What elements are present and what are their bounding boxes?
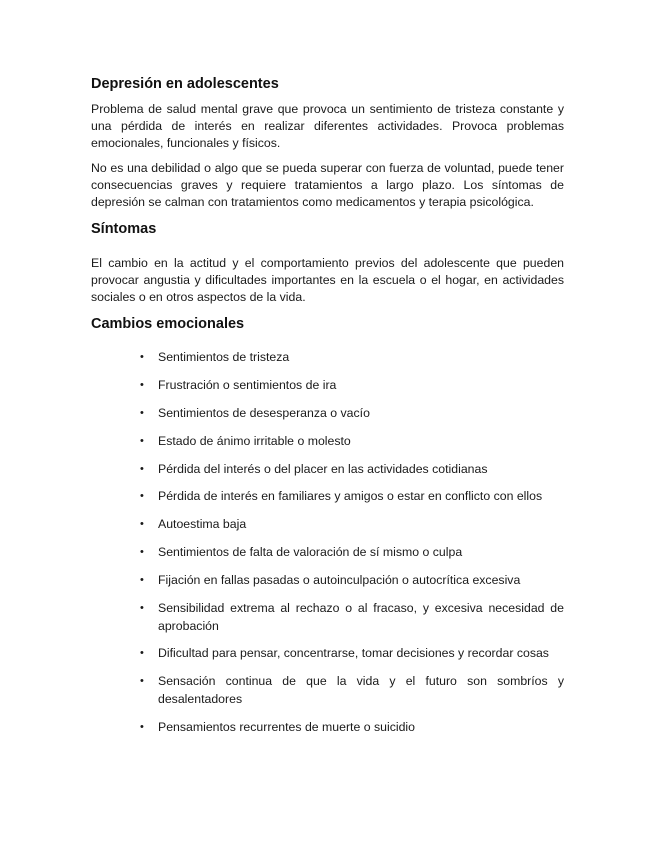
list-item-text: Frustración o sentimientos de ira <box>158 377 337 392</box>
bullet-icon: • <box>140 406 144 419</box>
intro-paragraph-2: No es una debilidad o algo que se pueda superar con fuerza de voluntad, puede tener consecuencias graves y requiere tratamientos a largo plazo. Los síntomas de depresión se calman con tratamientos como medicamentos y terapia psicológica. <box>91 161 564 209</box>
emotional-changes-list <box>91 349 564 736</box>
list-item-text: Sensibilidad extrema al rechazo o al fracaso, y excesiva necesidad de aprobación <box>158 601 564 633</box>
document-page <box>91 74 564 747</box>
intro-paragraph-1: Problema de salud mental grave que provoca un sentimiento de tristeza constante y una pérdida de interés en realizar diferentes actividades. Provoca problemas emocionales, funcionales y físicos. <box>91 102 564 150</box>
bullet-icon: • <box>140 647 144 660</box>
list-item <box>140 600 564 635</box>
list-item <box>140 719 564 737</box>
list-item <box>140 377 564 395</box>
list-item-text: Pérdida de interés en familiares y amigos o estar en conflicto con ellos <box>158 489 543 504</box>
bullet-icon: • <box>140 675 144 688</box>
bullet-icon: • <box>140 434 144 447</box>
list-item-text: Sentimientos de desesperanza o vacío <box>158 405 370 420</box>
list-item <box>140 405 564 423</box>
list-item <box>140 572 564 590</box>
bullet-icon: • <box>140 378 144 391</box>
list-item-text: Estado de ánimo irritable o molesto <box>158 433 351 448</box>
list-item <box>140 349 564 367</box>
list-item <box>140 544 564 562</box>
sintomas-paragraph: El cambio en la actitud y el comportamiento previos del adolescente que pueden provocar angustia y dificultades importantes en la escuela o el hogar, en actividades sociales o en otros aspectos de la vida. <box>91 256 564 304</box>
bullet-icon: • <box>140 351 144 363</box>
list-item <box>140 433 564 451</box>
list-item <box>140 516 564 534</box>
list-item <box>140 461 564 479</box>
section-heading-cambios-emocionales: Cambios emocionales <box>91 316 245 332</box>
document-title: Depresión en adolescentes <box>91 76 279 92</box>
list-item <box>140 488 564 506</box>
section-heading-sintomas: Síntomas <box>91 221 157 237</box>
bullet-icon: • <box>140 518 144 531</box>
list-item <box>140 645 564 663</box>
list-item-text: Autoestima baja <box>158 517 247 532</box>
list-item-text: Pensamientos recurrentes de muerte o suicidio <box>158 719 415 734</box>
bullet-icon: • <box>140 602 144 615</box>
bullet-icon: • <box>140 462 144 475</box>
bullet-icon: • <box>140 720 144 733</box>
list-item-text: Dificultad para pensar, concentrarse, tomar decisiones y recordar cosas <box>158 646 549 661</box>
bullet-icon: • <box>140 490 144 503</box>
list-item-text: Sentimientos de tristeza <box>158 350 290 364</box>
bullet-icon: • <box>140 574 144 587</box>
list-item-text: Sentimientos de falta de valoración de sí mismo o culpa <box>158 545 463 560</box>
bullet-icon: • <box>140 546 144 559</box>
list-item-text: Fijación en fallas pasadas o autoinculpación o autocrítica excesiva <box>158 573 521 588</box>
list-item <box>140 673 564 708</box>
list-item-text: Sensación continua de que la vida y el futuro son sombríos y desalentadores <box>158 674 564 706</box>
list-item-text: Pérdida del interés o del placer en las actividades cotidianas <box>158 461 488 476</box>
